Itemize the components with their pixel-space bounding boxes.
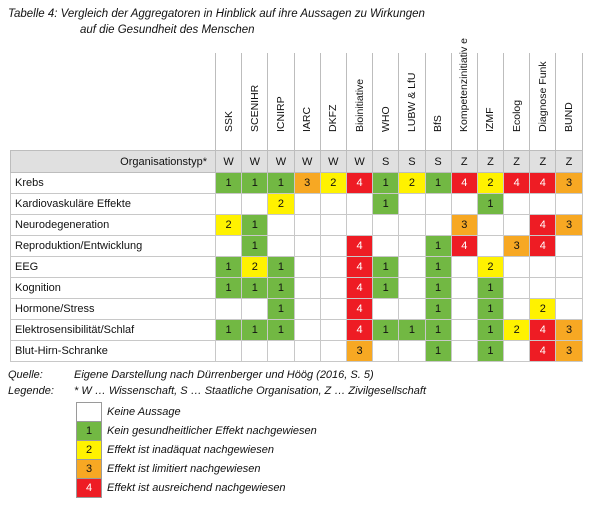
- rating-cell: 1: [268, 257, 294, 278]
- rating-cell: 4: [451, 173, 477, 194]
- row-label: Hormone/Stress: [11, 299, 216, 320]
- column-header-label: Kompetenzinitiativ e: [458, 38, 471, 132]
- rating-cell: 1: [268, 278, 294, 299]
- rating-cell: 1: [373, 320, 399, 341]
- rating-cell: [346, 215, 372, 236]
- rating-cell: [216, 236, 242, 257]
- column-header: [504, 53, 530, 151]
- rating-cell: 1: [425, 173, 451, 194]
- column-header: [451, 38, 477, 151]
- rating-cell: [477, 236, 503, 257]
- rating-cell: 1: [425, 320, 451, 341]
- column-header-label: BfS: [432, 115, 445, 132]
- rating-cell: [556, 194, 582, 215]
- rating-cell: 1: [477, 320, 503, 341]
- rating-cell: 4: [530, 341, 556, 362]
- rating-cell: [556, 278, 582, 299]
- rating-cell: 4: [346, 299, 372, 320]
- rating-cell: [451, 257, 477, 278]
- table-row: [11, 320, 583, 341]
- organisation-type-cell: S: [373, 151, 399, 173]
- rating-cell: 4: [530, 173, 556, 194]
- column-header-row: [11, 53, 583, 151]
- rating-cell: [320, 320, 346, 341]
- rating-cell: [320, 278, 346, 299]
- rating-cell: 1: [373, 257, 399, 278]
- rating-cell: [294, 299, 320, 320]
- rating-cell: 4: [530, 215, 556, 236]
- rating-cell: [504, 341, 530, 362]
- rating-cell: 1: [216, 278, 242, 299]
- rating-cell: 3: [504, 236, 530, 257]
- legend-line: [8, 383, 426, 399]
- rating-cell: [320, 194, 346, 215]
- rating-cell: 2: [530, 299, 556, 320]
- legend-item: [77, 441, 318, 460]
- organisation-type-cell: Z: [556, 151, 582, 173]
- header-corner: [11, 53, 216, 151]
- column-header-label: SCENIHR: [248, 84, 261, 132]
- rating-cell: 2: [399, 173, 425, 194]
- source-text: Eigene Darstellung nach Dürrenberger und Höög (2016, S. 5): [74, 369, 374, 381]
- rating-cell: 1: [373, 194, 399, 215]
- table-row: [11, 341, 583, 362]
- rating-cell: [530, 257, 556, 278]
- legend-swatch: [77, 403, 102, 422]
- rating-cell: [399, 236, 425, 257]
- rating-cell: [504, 278, 530, 299]
- rating-cell: 3: [346, 341, 372, 362]
- rating-cell: [268, 236, 294, 257]
- rating-cell: 1: [242, 320, 268, 341]
- rating-cell: 1: [425, 278, 451, 299]
- rating-cell: [320, 341, 346, 362]
- column-header-label: Bioinitiative: [353, 78, 366, 132]
- table-row: [11, 278, 583, 299]
- rating-cell: [373, 341, 399, 362]
- row-label: Neurodegeneration: [11, 215, 216, 236]
- organisation-type-cell: Z: [477, 151, 503, 173]
- legend-text: Keine Aussage: [107, 406, 181, 418]
- row-label: Blut-Hirn-Schranke: [11, 341, 216, 362]
- legend-text: Effekt ist inadäquat nachgewiesen: [107, 444, 274, 456]
- legend-text: Effekt ist limitiert nachgewiesen: [107, 463, 261, 475]
- table-footer: [8, 367, 426, 399]
- rating-cell: 4: [346, 236, 372, 257]
- organisation-type-cell: W: [294, 151, 320, 173]
- table-caption: [8, 6, 593, 38]
- column-header: [530, 53, 556, 151]
- rating-cell: 3: [294, 173, 320, 194]
- legend-swatch: 2: [77, 441, 102, 460]
- rating-cell: 2: [320, 173, 346, 194]
- rating-cell: [216, 341, 242, 362]
- rating-cell: 4: [530, 236, 556, 257]
- rating-cell: 1: [477, 299, 503, 320]
- rating-cell: 4: [451, 236, 477, 257]
- column-header-label: LUBW & LfU: [405, 72, 418, 132]
- rating-cell: [294, 194, 320, 215]
- legend-item: [77, 460, 318, 479]
- rating-cell: [320, 299, 346, 320]
- organisation-type-cell: Z: [530, 151, 556, 173]
- source-line: [8, 367, 426, 383]
- legend-key: Legende:: [8, 385, 54, 397]
- legend-text: Effekt ist ausreichend nachgewiesen: [107, 482, 286, 494]
- row-label: Reproduktion/Entwicklung: [11, 236, 216, 257]
- column-header-label: Diagnose Funk: [536, 61, 549, 132]
- rating-cell: 1: [268, 173, 294, 194]
- rating-cell: 1: [242, 278, 268, 299]
- rating-cell: 4: [346, 278, 372, 299]
- rating-cell: [451, 299, 477, 320]
- rating-cell: [399, 257, 425, 278]
- column-header-label: ICNIRP: [274, 96, 287, 132]
- rating-cell: 2: [216, 215, 242, 236]
- column-header: [294, 53, 320, 151]
- rating-cell: [216, 299, 242, 320]
- rating-cell: 2: [242, 257, 268, 278]
- organisation-type-label: Organisationstyp*: [11, 151, 216, 173]
- column-header-label: IARC: [301, 106, 314, 132]
- rating-cell: [320, 236, 346, 257]
- rating-cell: [399, 278, 425, 299]
- rating-cell: [530, 278, 556, 299]
- legend-text: Kein gesundheitlicher Effekt nachgewiesen: [107, 425, 317, 437]
- row-label: Elektrosensibilität/Schlaf: [11, 320, 216, 341]
- rating-cell: [556, 299, 582, 320]
- organisation-type-cell: S: [399, 151, 425, 173]
- column-header: [216, 53, 242, 151]
- rating-cell: [294, 215, 320, 236]
- rating-cell: [504, 299, 530, 320]
- legend-swatch: 4: [77, 479, 102, 498]
- column-header: [556, 53, 582, 151]
- rating-cell: [504, 215, 530, 236]
- rating-cell: [504, 257, 530, 278]
- rating-cell: 3: [556, 215, 582, 236]
- rating-cell: [294, 320, 320, 341]
- column-header: [373, 53, 399, 151]
- rating-cell: [530, 194, 556, 215]
- row-label: Krebs: [11, 173, 216, 194]
- column-header: [320, 53, 346, 151]
- rating-cell: [399, 215, 425, 236]
- table-row: [11, 257, 583, 278]
- rating-cell: [294, 278, 320, 299]
- table-row: [11, 299, 583, 320]
- row-label: Kognition: [11, 278, 216, 299]
- color-legend: [76, 402, 318, 498]
- organisation-type-cell: S: [425, 151, 451, 173]
- column-header-label: IZMF: [484, 107, 497, 132]
- rating-cell: [320, 215, 346, 236]
- rating-cell: 2: [477, 257, 503, 278]
- column-header-label: SSK: [222, 110, 235, 132]
- rating-cell: 3: [556, 173, 582, 194]
- column-header-label: DKFZ: [327, 104, 340, 132]
- column-header-label: WHO: [379, 106, 392, 132]
- rating-cell: [242, 194, 268, 215]
- rating-cell: 1: [477, 194, 503, 215]
- rating-cell: 4: [346, 173, 372, 194]
- rating-cell: [451, 320, 477, 341]
- column-header: [242, 53, 268, 151]
- rating-cell: 1: [477, 278, 503, 299]
- rating-cell: 4: [530, 320, 556, 341]
- rating-cell: [399, 194, 425, 215]
- rating-cell: [451, 194, 477, 215]
- rating-cell: [425, 215, 451, 236]
- legend-item: [77, 422, 318, 441]
- column-header-label: Ecolog: [510, 99, 523, 132]
- rating-cell: [556, 257, 582, 278]
- rating-cell: 1: [373, 278, 399, 299]
- rating-cell: [373, 215, 399, 236]
- rating-cell: 1: [216, 257, 242, 278]
- rating-cell: 2: [504, 320, 530, 341]
- rating-cell: 4: [504, 173, 530, 194]
- rating-cell: [242, 299, 268, 320]
- organisation-type-cell: Z: [451, 151, 477, 173]
- rating-cell: 3: [556, 320, 582, 341]
- legend-item: [77, 479, 318, 498]
- column-header: [346, 53, 372, 151]
- rating-cell: [242, 341, 268, 362]
- rating-cell: [504, 194, 530, 215]
- rating-cell: 1: [425, 257, 451, 278]
- row-label: Kardiovaskuläre Effekte: [11, 194, 216, 215]
- rating-cell: [556, 236, 582, 257]
- organisation-type-cell: W: [268, 151, 294, 173]
- rating-cell: [268, 341, 294, 362]
- column-header: [399, 53, 425, 151]
- legend-item: [77, 403, 318, 422]
- row-label: EEG: [11, 257, 216, 278]
- rating-cell: 1: [268, 299, 294, 320]
- rating-cell: [320, 257, 346, 278]
- caption-line-2: auf die Gesundheit des Menschen: [80, 24, 255, 36]
- rating-cell: [346, 194, 372, 215]
- rating-cell: [268, 215, 294, 236]
- organisation-type-cell: Z: [504, 151, 530, 173]
- rating-cell: [477, 215, 503, 236]
- table-row: [11, 236, 583, 257]
- organisation-type-cell: W: [216, 151, 242, 173]
- organisation-type-cell: W: [320, 151, 346, 173]
- rating-cell: [425, 194, 451, 215]
- rating-cell: 2: [268, 194, 294, 215]
- column-header: [425, 53, 451, 151]
- organisation-type-cell: W: [242, 151, 268, 173]
- rating-cell: 1: [425, 341, 451, 362]
- rating-cell: [216, 194, 242, 215]
- rating-cell: 1: [242, 173, 268, 194]
- legend-swatch: 1: [77, 422, 102, 441]
- rating-cell: [294, 341, 320, 362]
- source-key: Quelle:: [8, 369, 43, 381]
- rating-cell: 4: [346, 320, 372, 341]
- rating-cell: [373, 236, 399, 257]
- rating-cell: 1: [425, 299, 451, 320]
- rating-cell: 1: [216, 320, 242, 341]
- legend-note: * W … Wissenschaft, S … Staatliche Organisation, Z … Zivilgesellschaft: [74, 385, 427, 397]
- column-header: [268, 53, 294, 151]
- rating-cell: [373, 299, 399, 320]
- rating-cell: [451, 278, 477, 299]
- rating-cell: 1: [268, 320, 294, 341]
- rating-cell: 1: [242, 215, 268, 236]
- rating-cell: 4: [346, 257, 372, 278]
- legend-swatch: 3: [77, 460, 102, 479]
- rating-cell: 3: [556, 341, 582, 362]
- table-row: [11, 215, 583, 236]
- rating-cell: 1: [216, 173, 242, 194]
- caption-line-1: Tabelle 4: Vergleich der Aggregatoren in Hinblick auf ihre Aussagen zu Wirkungen: [8, 8, 425, 20]
- rating-cell: 3: [451, 215, 477, 236]
- rating-cell: 2: [477, 173, 503, 194]
- table-row: [11, 194, 583, 215]
- column-header-label: BUND: [563, 102, 576, 132]
- rating-cell: 1: [399, 320, 425, 341]
- rating-cell: 1: [477, 341, 503, 362]
- rating-cell: 1: [425, 236, 451, 257]
- table-row: [11, 173, 583, 194]
- rating-cell: [294, 236, 320, 257]
- organisation-type-cell: W: [346, 151, 372, 173]
- rating-cell: 1: [242, 236, 268, 257]
- column-header: [477, 53, 503, 151]
- rating-cell: 1: [373, 173, 399, 194]
- organisation-type-row: [11, 151, 583, 173]
- comparison-table: [10, 38, 583, 362]
- rating-cell: [451, 341, 477, 362]
- rating-cell: [294, 257, 320, 278]
- rating-cell: [399, 341, 425, 362]
- rating-cell: [399, 299, 425, 320]
